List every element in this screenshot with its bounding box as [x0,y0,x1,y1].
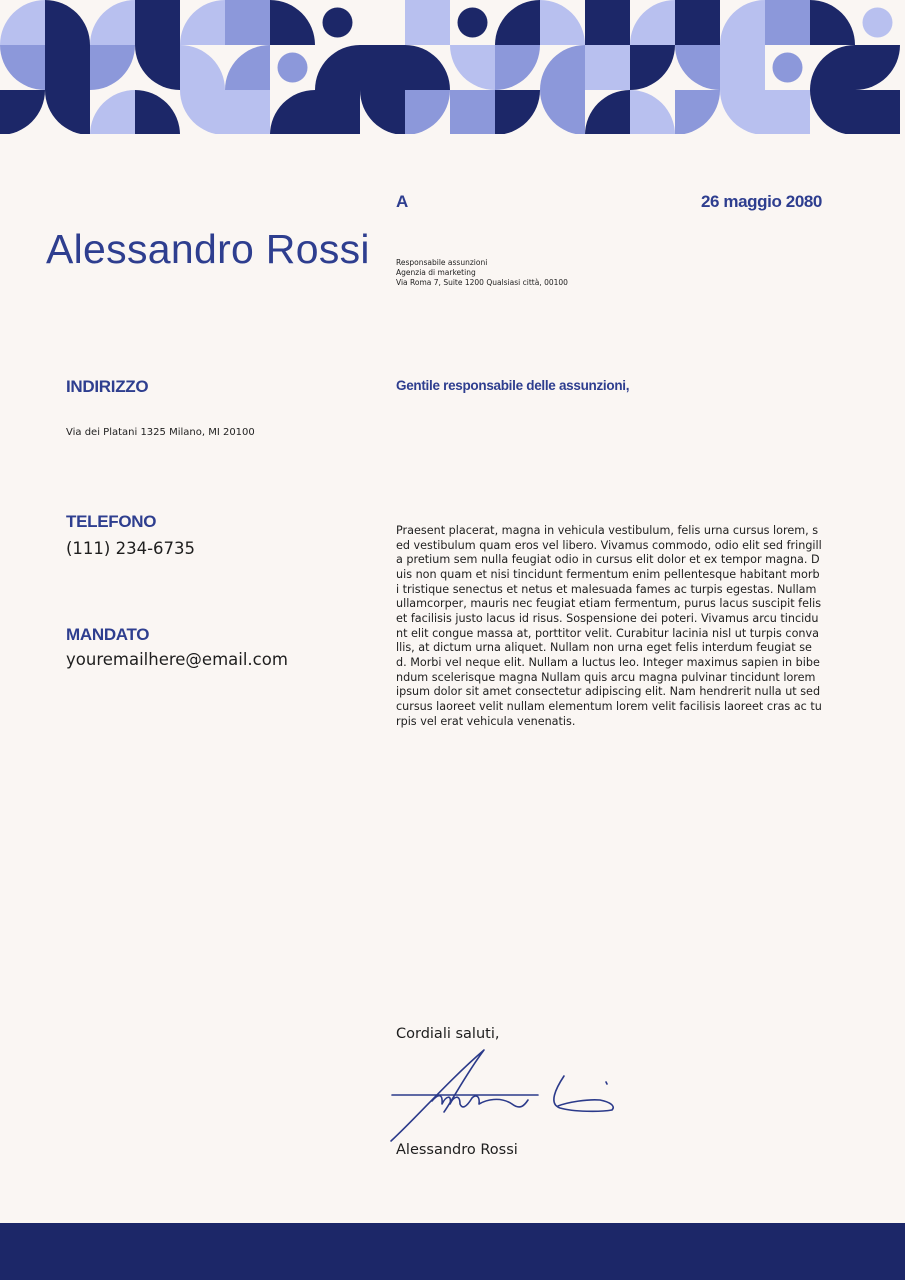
banner-shape [278,53,308,83]
banner-shape [360,45,405,90]
recipient-address: Via Roma 7, Suite 1200 Qualsiasi città, 00100 [396,278,568,287]
banner-shape [450,90,495,134]
banner-shape [135,0,180,45]
letter-body: Praesent placerat, magna in vehicula vestibulum, felis urna cursus lorem, sed vestibulum quam eros vel libero. Vivamus commodo, odio elit sed fringilla pretium sem nulla feugiat odio in cursus elit dolor et ex tempor magna. Duis non quam et nisi tincidunt fermentum enim pellentesque habitant morbi tristique senectus et netus et malesuada fames ac turpis egestas. Nullam ullamcorper, mauris nec feugiat etiam fermentum, purus lacus suscipit felis et facilisis justo lacus id risus. Sospensione dei poteri. Vivamus arcu tincidunt elit congue massa at, porttitor velit. Curabitur lacinia nisl ut turpis convallis, at dictum urna aliquet. Nullam non urna eget felis interdum feugiat sed. Morbi vel neque elit. Nullam a luctus leo. Integer maximus sapien in bibendum scelerisque magna Nullam quis arcu magna pulvinar tincidunt lorem ipsum dolor sit amet consectetur adipiscing elit. Nam hendrerit nulla ut sed cursus laoreet velit nullam elementum lorem velit facilisis laoreet cras ac turpis vel erat vehicula venenatis. [396,524,822,728]
banner-shape [45,45,90,90]
banner-shape [720,45,765,90]
footer-bar [0,1223,905,1280]
address-heading: INDIRIZZO [66,377,149,396]
banner-shape [323,8,353,38]
recipient-label: A [396,192,409,211]
banner-shape [773,53,803,83]
phone-heading: TELEFONO [66,512,157,531]
banner-shape [405,0,450,45]
phone-value: (111) 234-6735 [66,539,196,558]
recipient-company: Agenzia di marketing [396,268,476,277]
banner-shape [315,90,360,134]
banner-shape [585,0,630,45]
address-value: Via dei Platani 1325 Milano, MI 20100 [66,427,255,438]
banner-shape [458,8,488,38]
recipient-block [396,258,568,288]
handwritten-signature [388,1046,618,1146]
email-heading: MANDATO [66,625,150,644]
banner-shape [855,90,900,134]
recipient-title: Responsabile assunzioni [396,258,488,267]
sender-name: Alessandro Rossi [46,226,370,272]
banner-shape [863,8,893,38]
banner-shape [675,0,720,45]
banner-shape [765,90,810,134]
geometric-header-banner [0,0,905,134]
banner-shape [585,45,630,90]
banner-shape [225,0,270,45]
banner-shape [765,0,810,45]
signer-name: Alessandro Rossi [396,1142,518,1158]
letter-date: 26 maggio 2080 [700,192,822,211]
letter-closing: Cordiali saluti, [396,1026,500,1042]
banner-shape [225,90,270,134]
email-value: youremailhere@email.com [66,650,288,669]
letter-salutation: Gentile responsabile delle assunzioni, [396,378,630,393]
